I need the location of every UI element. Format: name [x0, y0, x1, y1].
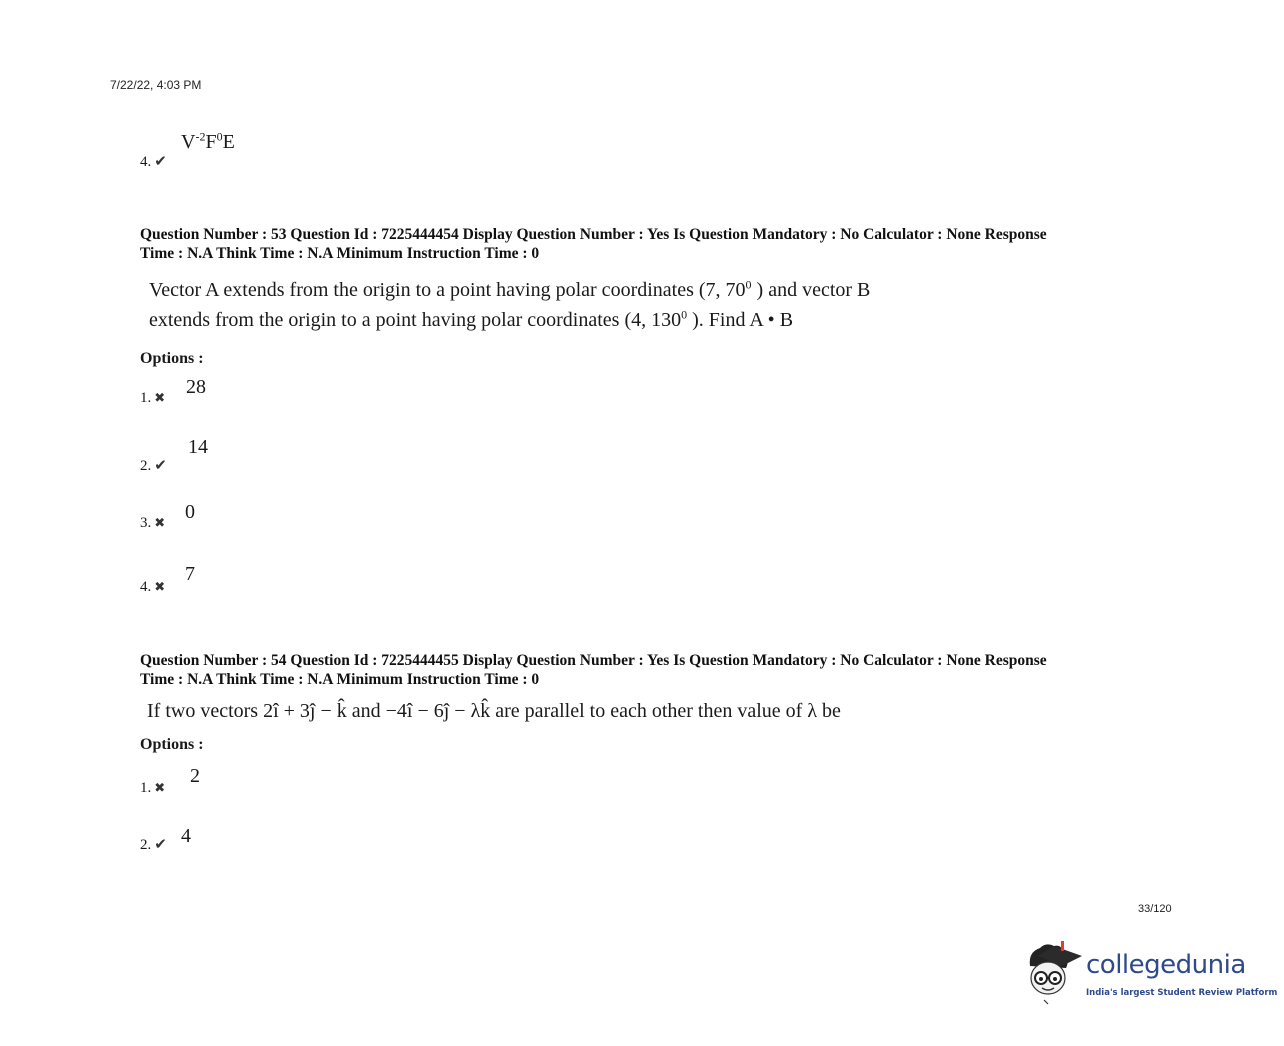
check-icon: ✔ [154, 837, 167, 853]
option-number: 4. [140, 154, 152, 170]
q54-meta [140, 651, 1180, 689]
q53-meta-line1: Question Number : 53 Question Id : 7225444454 Display Question Number : Yes Is Question Mandatory : No Calculator : None Response [140, 226, 1047, 243]
print-timestamp: 7/22/22, 4:03 PM [110, 78, 202, 92]
q54-options-label: Options : [140, 736, 204, 753]
cross-icon: ✖ [154, 579, 166, 594]
check-icon: ✔ [154, 458, 167, 474]
cross-icon: ✖ [154, 390, 166, 405]
q53-option-1: 1. ✖ [140, 390, 166, 406]
q53-option-2: 2. ✔ [140, 458, 167, 474]
cross-icon: ✖ [154, 515, 166, 530]
q53-meta-line2: Time : N.A Think Time : N.A Minimum Instruction Time : 0 [140, 245, 540, 262]
logo-wordmark: collegedunia [1086, 950, 1246, 980]
q53-option-1-value: 28 [186, 376, 206, 398]
q54-question-text: If two vectors 2î + 3ĵ − k̂ and −4î − 6ĵ − λk̂ are parallel to each other then value of λ be [147, 700, 841, 722]
page-number: 33/120 [1138, 903, 1172, 915]
q53-option-3: 3. ✖ [140, 515, 166, 531]
check-icon: ✔ [154, 154, 167, 170]
q53-option-3-value: 0 [185, 501, 195, 523]
q54-option-2-value: 4 [181, 825, 191, 847]
q53-option-4: 4. ✖ [140, 579, 166, 595]
q53-options-label: Options : [140, 350, 204, 367]
prev-option-4 [140, 152, 167, 171]
q53-option-2-value: 14 [188, 436, 208, 458]
logo-tagline: India's largest Student Review Platform [1086, 988, 1278, 998]
q54-meta-line2: Time : N.A Think Time : N.A Minimum Instruction Time : 0 [140, 671, 540, 688]
prev-option-4-value: $V^{-2}F^0E$ [181, 129, 235, 153]
cross-icon: ✖ [154, 780, 166, 795]
q54-option-2: 2. ✔ [140, 837, 167, 853]
q53-option-4-value: 7 [185, 563, 195, 585]
mascot-icon [1024, 938, 1086, 1008]
collegedunia-logo [1024, 938, 1278, 1008]
q54-option-1: 1. ✖ [140, 780, 166, 796]
q53-meta [140, 225, 1180, 263]
q54-meta-line1: Question Number : 54 Question Id : 7225444455 Display Question Number : Yes Is Question Mandatory : No Calculator : None Response [140, 652, 1047, 669]
q54-option-1-value: 2 [190, 765, 200, 787]
q53-question-text: Vector A extends from the origin to a point having polar coordinates (7, $70^0$ ) and vector B extends from the origin to a point having polar coordinates (4, $130^0$ ). Find A • B [149, 277, 871, 331]
